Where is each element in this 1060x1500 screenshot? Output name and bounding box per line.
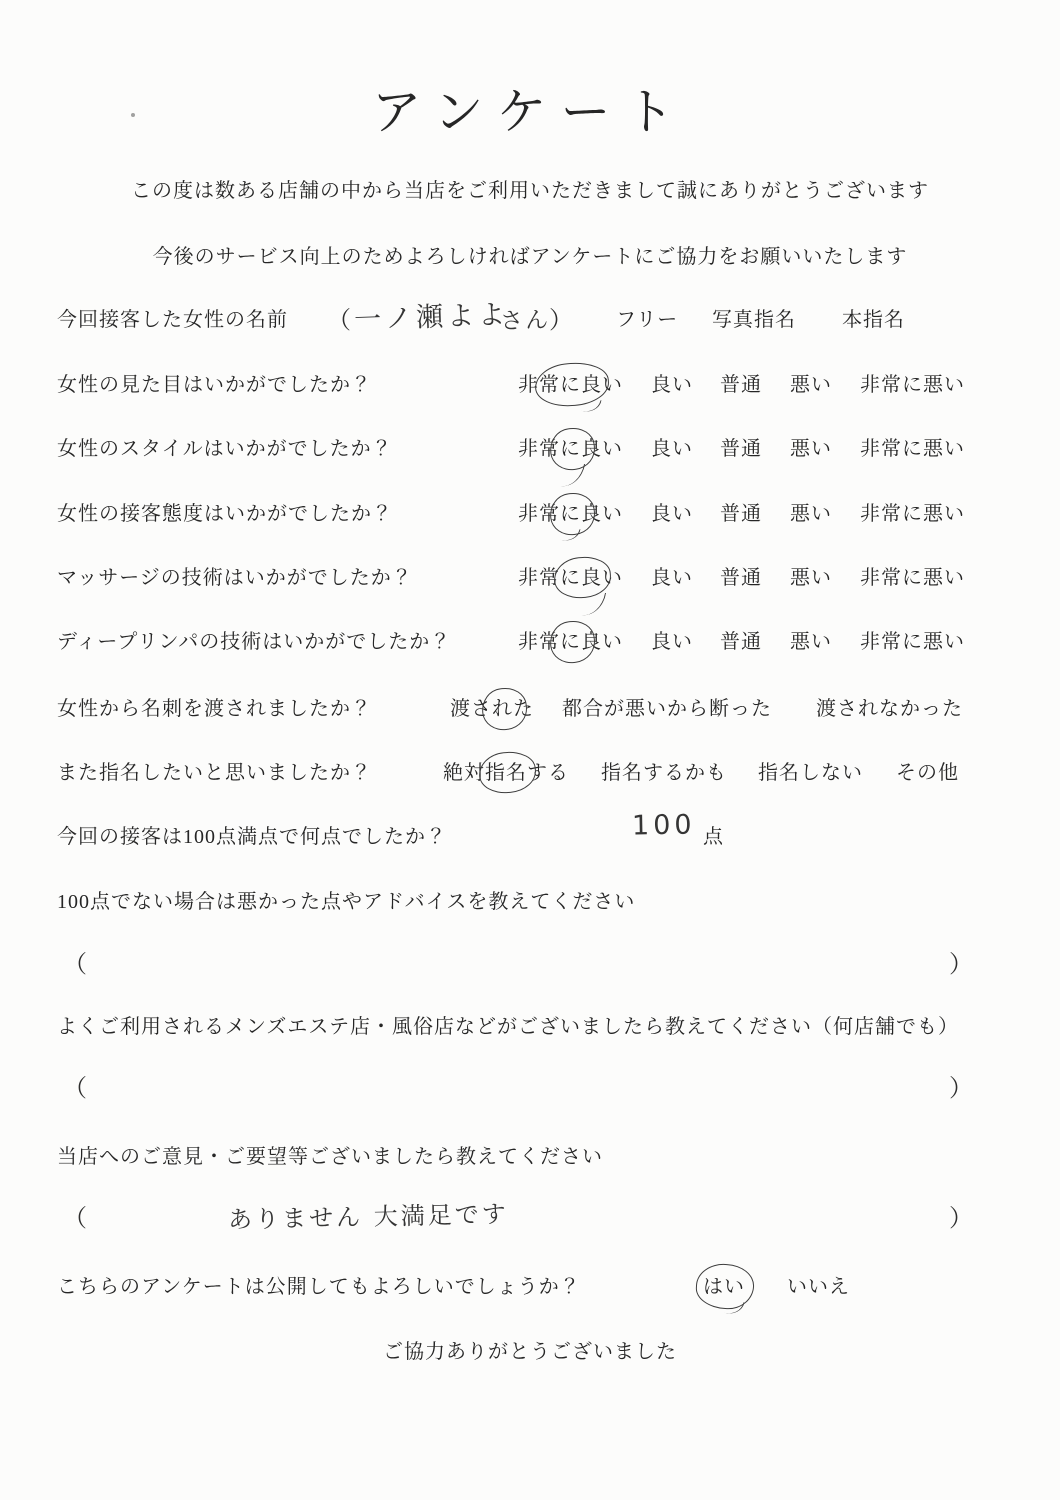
opinion-prompt: 当店へのご意見・ご要望等ございましたら教えてください [57,1146,603,1168]
answer-row-deep-lymph [518,625,965,654]
option-photo-shimei: 写真指名 [712,309,796,331]
option-no-shimei: 指名しない [758,762,863,784]
answer-circle: に [560,432,581,461]
option-normal: 普通 [720,567,762,589]
therapist-name-handwritten: 一ノ瀬よよ [353,299,510,336]
other-shops-close-paren: ） [949,1076,973,1102]
option-very-good: 非常に良い [518,432,623,461]
option-bad: 悪い [790,631,832,653]
question-style: 女性のスタイルはいかがでしたか？ [57,438,393,460]
answer-circle: に良 [560,561,602,590]
advice-open-paren: （ [63,952,87,978]
closing-thanks: ご協力ありがとうございました [383,1341,677,1363]
option-very-bad: 非常に悪い [860,631,965,653]
option-good: 良い [651,374,693,396]
option-bad: 悪い [790,438,832,460]
page-title: アンケート [371,84,689,140]
opinion-answer-handwritten: ありません 大満足です [227,1200,509,1234]
option-bad: 悪い [790,374,832,396]
option-good: 良い [651,503,693,525]
option-received: 渡された [450,692,534,721]
option-very-bad: 非常に悪い [860,567,965,589]
advice-close-paren: ） [949,952,973,978]
other-shops-prompt: よくご利用されるメンズエステ店・風俗店などがございましたら教えてください（何店舗でも） [57,1016,959,1038]
option-normal: 普通 [720,374,762,396]
option-normal: 普通 [720,503,762,525]
answer-circle: はい [703,1270,745,1299]
option-declined: 都合が悪いから断った [562,698,772,720]
other-shops-open-paren: （ [63,1076,87,1102]
option-very-bad: 非常に悪い [860,503,965,525]
question-score: 今回の接客は100点満点で何点でしたか？ [57,826,447,848]
option-definitely-shimei: 絶対指名する [443,756,569,785]
answer-row-business-card [450,692,963,721]
option-bad: 悪い [790,567,832,589]
question-service-attitude: 女性の接客態度はいかがでしたか？ [57,503,393,525]
answer-circle: に [560,625,581,654]
option-maybe-shimei: 指名するかも [601,762,727,784]
option-hon-shimei: 本指名 [842,309,905,331]
option-very-good: 非常に良い [518,561,623,590]
question-massage-skill: マッサージの技術はいかがでしたか？ [57,567,413,589]
question-looks: 女性の見た目はいかがでしたか？ [57,374,372,396]
intro-line-1: この度は数ある店舗の中から当店をご利用いただきまして誠にありがとうございます [131,180,929,202]
answer-row-looks [518,368,965,397]
option-free: フリー [616,309,679,331]
option-bad: 悪い [790,503,832,525]
answer-row-repeat [443,756,959,785]
score-value-handwritten: 100 [631,809,696,842]
score-unit-label: 点 [703,826,724,848]
intro-line-2: 今後のサービス向上のためよろしければアンケートにご協力をお願いいたします [152,246,908,268]
name-open-paren: （ [327,308,351,334]
option-other: その他 [896,762,959,784]
question-deep-lymph-skill: ディープリンパの技術はいかがでしたか？ [57,631,452,653]
opinion-close-paren: ） [949,1206,973,1232]
question-business-card: 女性から名刺を渡されましたか？ [57,698,372,720]
opinion-open-paren: （ [63,1206,87,1232]
option-very-good: 非常に良い [518,625,623,654]
question-publish-consent: こちらのアンケートは公開してもよろしいでしょうか？ [57,1276,581,1298]
option-very-bad: 非常に悪い [860,374,965,396]
option-very-good: 非常に良い [518,368,623,397]
option-normal: 普通 [720,631,762,653]
answer-row-massage [518,561,965,590]
question-repeat-shimei: また指名したいと思いましたか？ [57,762,372,784]
option-no: いいえ [787,1276,850,1298]
option-very-bad: 非常に悪い [860,438,965,460]
option-not-received: 渡されなかった [816,698,963,720]
option-yes [703,1270,745,1299]
option-good: 良い [651,438,693,460]
advice-prompt: 100点でない場合は悪かった点やアドバイスを教えてください [57,891,636,913]
therapist-name-label: 今回接客した女性の名前 [57,309,288,331]
answer-circle: 指名 [485,756,527,785]
answer-circle: れ [492,692,513,721]
option-good: 良い [651,631,693,653]
option-normal: 普通 [720,438,762,460]
option-good: 良い [651,567,693,589]
answer-circle: 常に良 [539,368,602,397]
honorific-handwritten: さん [499,307,551,335]
name-close-paren: ） [549,308,573,334]
option-very-good: 非常に良い [518,497,623,526]
answer-circle: に [560,497,581,526]
answer-row-style [518,432,965,461]
answer-row-attitude [518,497,965,526]
